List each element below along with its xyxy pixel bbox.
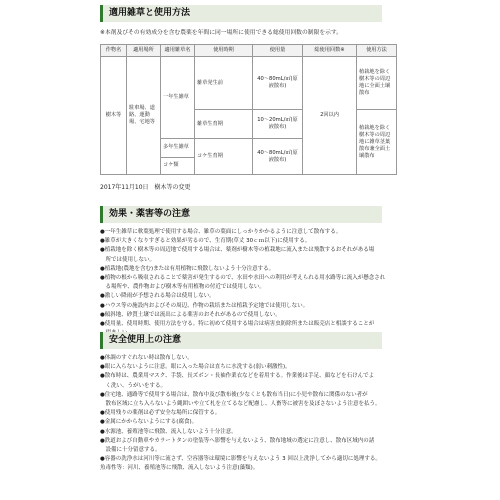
table-cell-amount: 40～80mL/㎡(原液散布) [253,57,303,110]
list-item: 設備に十分留意する。 [100,447,161,454]
list-item: ●激しい降雨が予想される場合は使用しない。 [100,293,215,300]
section-heading-effects: 効果・薬害等の注意 [100,206,382,223]
section-heading-usage: 適用雑草と使用方法 [100,5,382,22]
table-cell-method: 植栽地を除く樹木等の周辺地に全面土壌散布 [357,57,397,110]
usage-note: ※本剤及びその有効成分を含む農薬を年間に同一場所に使用できる総使用回数の制限を示す。 [100,30,343,36]
table-cell-count: 2回以内 [303,57,357,175]
list-item: く洗い、うがいをする。 [100,382,167,389]
list-item: ●水源池、養殖池等に飛散、流入しないよう十分注意。 [100,428,237,435]
list-item: ●植栽地(農地を含む)または有用植物に飛散しないよう十分注意する。 [100,265,275,272]
table-header-cell: 作物名 [101,45,127,57]
list-item: ●眼に入らないように注意。眼に入った場合は直ちに水洗する(弱い刺激性)。 [100,364,291,371]
list-item: ●金属にかからないようにする(腐食)。 [100,419,198,426]
table-header-cell: 総使用回数※ [303,45,357,57]
table-cell-amount: 10～20mL/㎡(原液散布) [253,110,303,139]
table-cell-timing: 雑草生育期 [195,110,253,139]
list-item: ●住宅地、通路等で使用する場合は、散布中及び散布後(少なくとも散布当日)に小児や散布に関係のない者が [100,391,368,398]
effects-list [100,228,400,338]
table-cell-weed: 多年生雑草 [161,139,195,158]
table-cell-crop: 樹木等 [101,57,127,175]
list-item: る場所や、農作物および樹木等有用植物の付近では使用しない。 [100,284,265,291]
table-cell-site: 駐車場、道路、運動場、宅地等 [127,57,161,175]
table-header-cell: 使用方法 [357,45,397,57]
table-header-row [101,45,397,57]
list-item: ●容器の洗浄水は河川等に流さず、空容器等は環境に影響を与えないよう 3 回以上洗浄してから適切に処理する。 [100,456,381,463]
list-item: ●傾斜地、砂質土壌では流出による薬害のおそれがあるので使用しない。 [100,311,281,318]
table-row [101,57,397,110]
list-item: ●雑草が大きくなりすぎると効果が劣るので、生育期(草丈 30ｃｍ以下)に使用する。 [100,238,311,245]
table-cell-timing: コケ生育期 [195,139,253,175]
list-item: 所では使用しない。 [100,256,156,263]
list-item: ●使用量、使用時期、使用方法を守る。特に初めて使用する場合は病害虫防除所または販売店と相談することが [100,321,375,328]
table-header-cell: 使用量 [253,45,303,57]
table-cell-method: 植栽地を除く樹木等の周辺地に雑草茎葉散布兼全面土壌散布 [357,110,397,175]
list-item: ●使用残りの薬剤は必ず安全な場所に保管する。 [100,410,221,417]
table-header-cell: 適用場所 [127,45,161,57]
list-item: ●植物の根から吸収されることで薬害が発生するので、水田や水田への利用が考えられる用水路等に流入が懸念され [100,275,386,282]
table-cell-weed: コケ類 [161,157,195,174]
usage-table [100,44,397,175]
list-item: ●一年生雑草に軟葉処理で使用する場合、雑草の葉面にしっかりかかるように注意して散布する。 [100,229,342,235]
safety-list [100,354,400,474]
list-item: ●ハウス等の施設内およびその周辺、作物の栽培または植栽予定地では使用しない。 [100,302,309,309]
list-item: 散布区域に立ち入らないよう縄囲いや立て札を立てるなど配慮し、人畜等に被害を及ぼさないよう注意を払う。 [100,401,381,408]
list-item: ●体調のすぐれない時は散布しない。 [100,355,193,361]
list-item: ●植栽地を除く樹木等の周辺地で使用する場合は、薬剤が樹木等の植栽地に流入または飛散するおそれがある場 [100,247,375,254]
table-cell-weed: 一年生雑草 [161,57,195,139]
list-item: 魚毒性等：河川、養殖池等に飛散、流入しないよう注意(藻類)。 [100,465,259,472]
table-header-cell: 適用雑草名 [161,45,195,57]
list-item: ●散布時は、農業用マスク、手袋、長ズボン・長袖作業衣などを着用する。作業後は手足、顔などを石けんでよ [100,373,375,380]
list-item: ●鉄道および自動車やカラートタンの塗装等へ影響を与えないよう、散布地域の選定に注意し、散布区域内の諸 [100,437,375,444]
table-cell-amount: 40～80mL/㎡(原液散布) [253,139,303,175]
table-header-cell: 使用時期 [195,45,253,57]
revision-note: 2017年11月10日 樹木等の変更 [100,184,191,191]
section-heading-safety: 安全使用上の注意 [100,332,382,349]
table-cell-timing: 雑草発生前 [195,57,253,110]
